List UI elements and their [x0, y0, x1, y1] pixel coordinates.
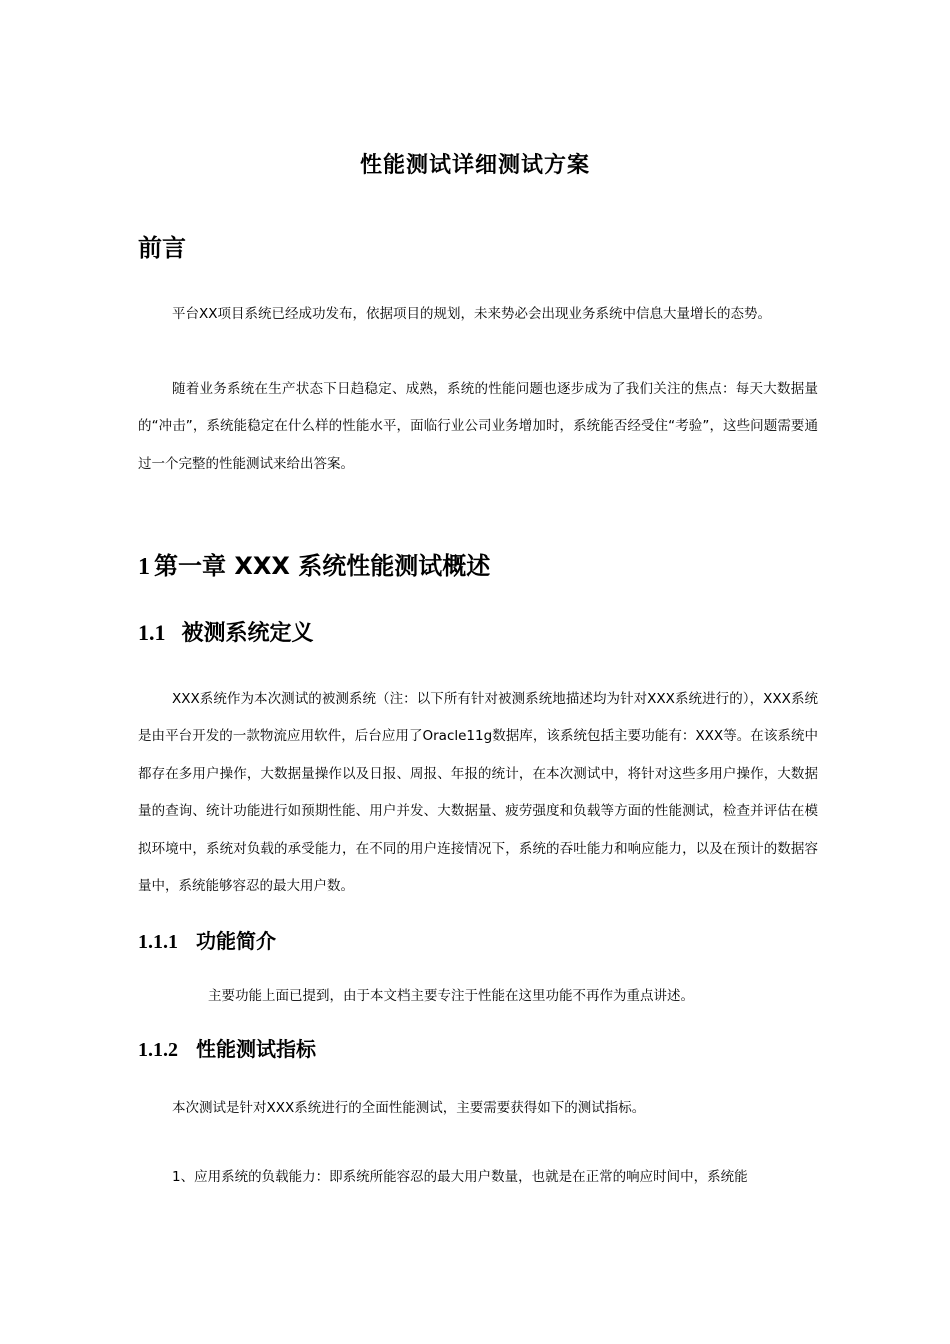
section-1-1-1-number: 1.1.1 [138, 931, 178, 953]
chapter-1-heading [138, 546, 490, 581]
section-1-1-2-item-1: 1、应用系统的负载能力：即系统所能容忍的最大用户数量，也就是在正常的响应时间中，系统能 [172, 1169, 748, 1185]
preface-paragraph-1: 平台XX项目系统已经成功发布，依据项目的规划，未来势必会出现业务系统中信息大量增长的态势。 [172, 306, 771, 322]
section-1-1-paragraph: XXX系统作为本次测试的被测系统（注：以下所有针对被测系统地描述均为针对XXX系统进行的），XXX系统是由平台开发的一款物流应用软件，后台应用了Oracle11g数据库，该系统包括主要功能有：XXX等。在该系统中都存在多用户操作，大数据量操作以及日报、周报、年报的统计，在本次测试中，将针对这些多用户操作，大数据量的查询、统计功能进行如预期性能、用户并发、大数据量、疲劳强度和负载等方面的性能测试，检查并评估在模拟环境中，系统对负载的承受能力，在不同的用户连接情况下，系统的吞吐能力和响应能力，以及在预计的数据容量中，系统能够容忍的最大用户数。 [138, 691, 818, 895]
section-1-1-2-intro: 本次测试是针对XXX系统进行的全面性能测试，主要需要获得如下的测试指标。 [172, 1100, 646, 1116]
section-1-1-2-heading [138, 1033, 316, 1062]
preface-heading: 前言 [138, 234, 186, 262]
section-1-1-2-title: 性能测试指标 [196, 1037, 316, 1061]
section-1-1-1-title: 功能简介 [196, 929, 276, 953]
section-1-1-1-heading [138, 925, 276, 954]
document-title: 性能测试详细测试方案 [359, 153, 590, 178]
chapter-1-title: 第一章 XXX 系统性能测试概述 [154, 552, 491, 580]
chapter-1-number: 1 [138, 554, 150, 580]
section-1-1-heading [138, 616, 314, 647]
section-1-1-2-number: 1.1.2 [138, 1039, 178, 1061]
section-1-1-number: 1.1 [138, 620, 166, 645]
section-1-1-1-paragraph: 主要功能上面已提到，由于本文档主要专注于性能在这里功能不再作为重点讲述。 [208, 988, 694, 1004]
section-1-1-title: 被测系统定义 [181, 621, 314, 646]
preface-paragraph-2: 随着业务系统在生产状态下日趋稳定、成熟，系统的性能问题也逐步成为了我们关注的焦点：每天大数据量的“冲击”，系统能稳定在什么样的性能水平，面临行业公司业务增加时，系统能否经受住“考验”，这些问题需要通过一个完整的性能测试来给出答案。 [138, 381, 818, 472]
